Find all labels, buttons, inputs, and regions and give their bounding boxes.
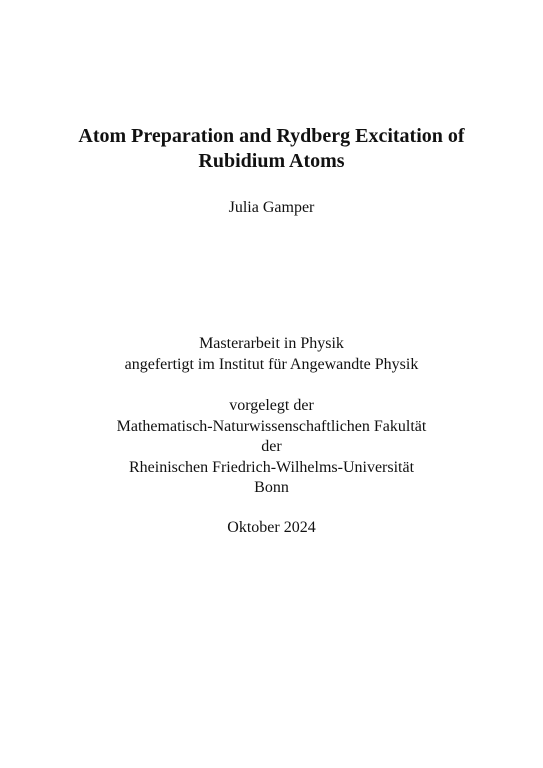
- title-line-2: Rubidium Atoms: [198, 150, 345, 172]
- submission-date: Oktober 2024: [227, 519, 316, 536]
- thesis-type-block: [0, 334, 543, 375]
- thesis-title: [0, 124, 543, 174]
- university-city: Bonn: [254, 479, 289, 496]
- faculty-connector: der: [261, 438, 282, 455]
- faculty-name: Mathematisch-Naturwissenschaftlichen Fakultät: [116, 417, 427, 435]
- submission-block: [0, 396, 543, 499]
- institute: angefertigt im Institut für Angewandte Physik: [124, 355, 419, 373]
- thesis-type: Masterarbeit in Physik: [199, 335, 344, 352]
- title-line-1: Atom Preparation and Rydberg Excitation of: [78, 125, 465, 147]
- university-name: Rheinischen Friedrich-Wilhelms-Universität: [128, 458, 415, 476]
- submitted-to-label: vorgelegt der: [229, 397, 314, 414]
- author-name: Julia Gamper: [228, 199, 315, 216]
